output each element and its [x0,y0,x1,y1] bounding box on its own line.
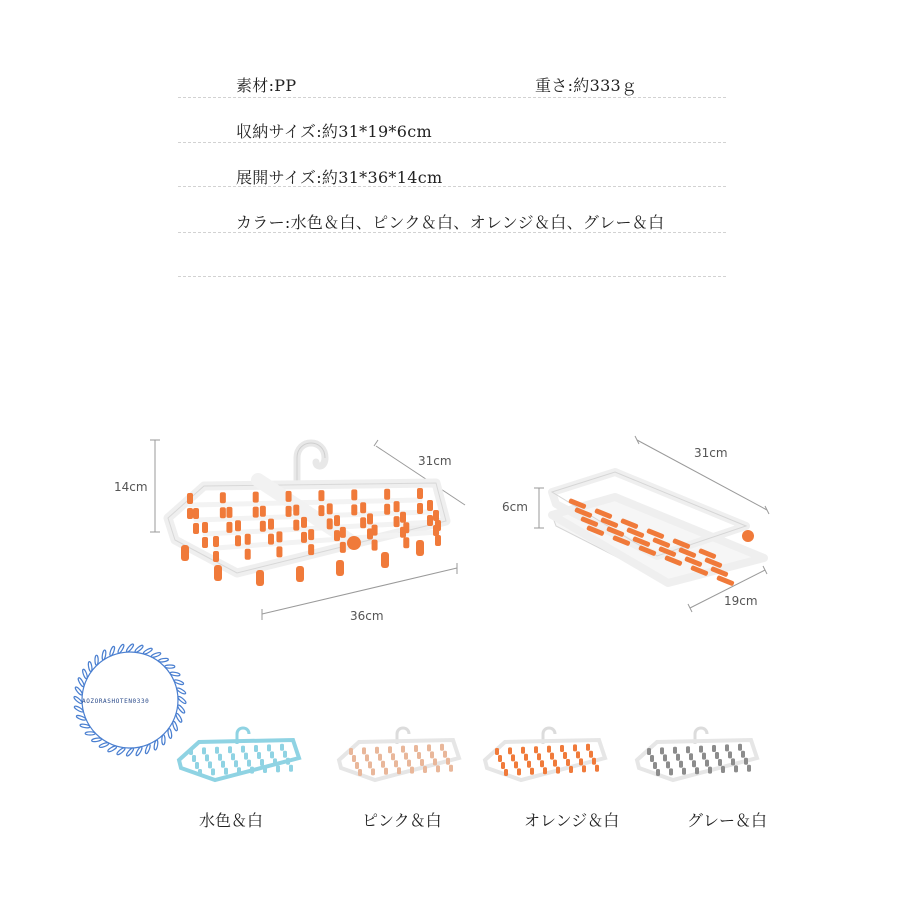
clothespin-peg [378,754,382,761]
clothespin-peg [211,768,215,775]
clothespin-peg [270,751,274,758]
clothespin-peg [658,546,677,557]
clothespin-peg [253,492,259,503]
clothespin-peg [349,748,353,755]
clothespin-peg [514,761,518,768]
clothespin-peg [423,766,427,773]
clothespin-peg [708,767,712,774]
wreath-leaf [85,732,95,735]
divider [178,186,726,187]
clothespin-peg [420,759,424,766]
open-depth-label: 31cm [418,454,452,468]
clothespin-peg [563,752,567,759]
spec-expanded-size: 展開サイズ:約31*36*14cm [236,168,443,187]
clothespin-peg [301,532,307,543]
clothespin-peg [293,505,299,516]
clothespin-peg [226,507,232,518]
clothespin-peg [414,745,418,752]
clothespin-peg [582,765,586,772]
clothespin-peg [534,746,538,753]
clothespin-peg [698,548,717,559]
clothespin-peg [695,767,699,774]
clothespin-peg [734,765,738,772]
clothespin-peg [276,531,282,542]
folded-length-label: 31cm [694,446,728,460]
clothespin-peg [352,755,356,762]
clothespin-peg [547,746,551,753]
clothespin-peg [224,768,228,775]
clothespin-peg [440,744,444,751]
clothespin-peg [650,755,654,762]
clothespin-peg [193,523,199,534]
clothespin-peg [228,746,232,753]
clothespin-peg [368,761,372,768]
clothespin-peg [340,542,346,553]
hook [297,443,325,485]
clothespin-peg [372,540,378,551]
clothespin-peg [646,528,665,539]
clothespin-peg [569,766,573,773]
clothespin-peg [553,760,557,767]
shop-stamp: AOZORASHOTEN0330 [82,698,150,705]
clothespin-peg [308,544,314,555]
clothespin-peg [433,758,437,765]
clothespin-peg [245,549,251,560]
clothespin-peg [718,759,722,766]
clothespin-peg [721,766,725,773]
clothespin-peg [400,512,406,523]
clothespin-peg [656,769,660,776]
clothespin-peg [682,768,686,775]
clothespin-peg [669,768,673,775]
clothespin-peg [540,760,544,767]
folded-height-dimension-line [534,488,544,528]
wreath-leaf [95,655,98,665]
clothespin-peg [566,759,570,766]
clothespin-peg [308,529,314,540]
clothespin-peg [375,747,379,754]
clothespin-peg [672,538,691,549]
clothespin-peg [220,507,226,518]
clothespin-peg [234,760,238,767]
clothespin-peg [181,545,189,561]
clothespin-peg [202,522,208,533]
spec-material: 素材:PP [236,76,297,95]
clothespin-peg [527,761,531,768]
clothespin-peg [595,765,599,772]
folded-height-label: 6cm [502,500,528,514]
clothespin-peg [257,752,261,759]
clothespin-peg [388,746,392,753]
clothespin-peg [260,759,264,766]
folded-frame-bottom [552,497,764,583]
clothespin-peg [237,767,241,774]
clothespin-peg [517,768,521,775]
clothespin-peg [741,751,745,758]
clothespin-peg [433,525,439,536]
clothespin-peg [235,535,241,546]
clothespin-peg [410,767,414,774]
spec-weight: 重さ:約333ｇ [535,76,638,95]
clothespin-peg [446,758,450,765]
clothespin-peg [653,762,657,769]
clothespin-peg [543,767,547,774]
clothespin-peg [403,522,409,533]
clothespin-peg [401,746,405,753]
wreath-leaf [167,728,172,738]
clothespin-peg [626,527,645,538]
clothespin-peg [334,515,340,526]
clothespin-peg [334,530,340,541]
clothespin-peg [738,744,742,751]
clothespin-peg [435,535,441,546]
clothespin-peg [253,507,259,518]
clothespin-peg [241,746,245,753]
clothespin-peg [632,536,651,547]
clothespin-peg [336,560,344,576]
divider [178,97,726,98]
clothespin-peg [250,767,254,774]
open-height-dimension-line [150,440,160,532]
clothespin-peg [692,760,696,767]
variant-thumbnail [481,724,611,784]
clothespin-peg [397,767,401,774]
clothespin-peg [705,760,709,767]
wreath-leaf [162,735,165,745]
clothespin-peg [560,745,564,752]
clothespin-peg [318,505,324,516]
clothespin-peg [273,758,277,765]
clothespin-peg [638,545,657,556]
clothespin-peg [318,490,324,501]
open-frame [168,483,446,573]
clothespin-peg [235,520,241,531]
clothespin-peg [417,503,423,514]
clothespin-peg [501,762,505,769]
clothespin-peg [360,517,366,528]
clothespin-peg [521,747,525,754]
clothespin-peg [400,527,406,538]
clothespin-peg [367,528,373,539]
clothespin-peg [286,506,292,517]
divider [178,276,726,277]
open-width-label: 36cm [350,609,384,623]
clothespin-peg [427,515,433,526]
clothespin-peg [198,769,202,776]
open-pegs [181,488,441,586]
clothespin-peg [430,751,434,758]
clothespin-peg [381,552,389,568]
clothespin-peg [710,566,729,577]
clothespin-peg [579,758,583,765]
clothespin-peg [286,491,292,502]
clothespin-peg [293,520,299,531]
clothespin-peg [495,748,499,755]
clothespin-peg [679,761,683,768]
clothespin-peg [268,534,274,545]
wreath-leaf [74,686,83,696]
clothespin-peg [712,745,716,752]
wreath-leaf [107,745,117,753]
clothespin-peg [187,508,193,519]
clothespin-peg [187,493,193,504]
clothespin-peg [589,751,593,758]
clothespin-peg [592,758,596,765]
clothespin-peg [267,744,271,751]
clothespin-peg [327,518,333,529]
clothespin-peg [550,753,554,760]
clothespin-peg [673,747,677,754]
divider [178,142,726,143]
wreath-leaf [116,747,126,756]
clothespin-peg [276,546,282,557]
wreath-leaf [91,737,101,742]
wreath-leaf [175,713,183,723]
clothespin-peg [384,489,390,500]
clothespin-peg [530,768,534,775]
center-bar [258,480,352,542]
clothespin-peg [504,769,508,776]
variant-label: グレー＆白 [687,811,768,830]
variant-thumbnail [175,724,305,784]
clothespin-peg [417,488,423,499]
clothespin-peg [372,525,378,536]
clothespin-peg [728,751,732,758]
clothespin-peg [666,761,670,768]
clothespin-peg [702,753,706,760]
clothespin-peg [218,754,222,761]
open-height-label: 14cm [114,480,148,494]
clothespin-peg [576,751,580,758]
clothespin-peg [231,753,235,760]
clothespin-peg [731,758,735,765]
clothespin-peg [443,751,447,758]
clothespin-peg [600,517,619,528]
clothespin-peg [660,747,664,754]
clothespin-peg [215,747,219,754]
clothespin-peg [365,754,369,761]
clothespin-peg [684,556,703,567]
clothespin-peg [568,498,587,509]
clothespin-peg [744,758,748,765]
clothespin-peg [556,767,560,774]
clothespin-peg [391,753,395,760]
clothespin-peg [689,753,693,760]
clothespin-peg [690,565,709,576]
clothespin-peg [725,744,729,751]
clothespin-peg [647,748,651,755]
clothespin-peg [213,536,219,547]
clothespin-peg [296,566,304,582]
wreath-leaf [158,658,168,663]
clothespin-peg [256,570,264,586]
clothespin-peg [394,501,400,512]
wreath-leaf [82,669,88,679]
variant-thumbnail [633,724,763,784]
clothespin-peg [358,769,362,776]
clothespin-peg [244,753,248,760]
clothespin-peg [260,506,266,517]
wreath-leaf [99,742,109,748]
clothespin-peg [678,547,697,558]
clothespin-peg [586,525,605,536]
clothespin-peg [283,751,287,758]
clothespin-peg [417,752,421,759]
clothespin-peg [394,760,398,767]
clothespin-peg [498,755,502,762]
clothespin-peg [327,503,333,514]
clothespin-peg [686,746,690,753]
clothespin-peg [433,510,439,521]
clothespin-peg [195,762,199,769]
folded-frame-top [552,472,746,556]
clothespin-peg [192,755,196,762]
folded-depth-label: 19cm [724,594,758,608]
clothespin-peg [747,765,751,772]
clothespin-peg [289,765,293,772]
clothespin-peg [676,754,680,761]
clothespin-peg [664,555,683,566]
clothespin-peg [384,504,390,515]
clothespin-peg [704,557,723,568]
clothespin-peg [351,504,357,515]
clothespin-peg [427,744,431,751]
clothespin-peg [214,565,222,581]
clothespin-peg [260,521,266,532]
clothespin-peg [245,534,251,545]
clothespin-peg [263,766,267,773]
wreath-leaf [77,677,85,687]
variant-label: オレンジ＆白 [524,811,620,830]
clothespin-peg [384,768,388,775]
clothespin-peg [221,761,225,768]
clothespin-peg [416,540,424,556]
spec-storage-size: 収納サイズ:約31*19*6cm [236,122,432,141]
spec-colors: カラー:水色＆白、ピンク＆白、オレンジ＆白、グレー＆白 [236,213,665,232]
clothespin-peg [286,758,290,765]
clothespin-peg [403,537,409,548]
wreath-leaf [88,661,93,671]
open-depth-dimension-line [374,440,465,505]
clothespin-peg [276,765,280,772]
clothespin-peg [340,527,346,538]
clothespin-peg [652,537,671,548]
wreath-leaf [165,665,175,668]
clothespin-peg [355,762,359,769]
wreath-leaf [177,704,186,714]
clothespin-peg [394,516,400,527]
clothespin-peg [213,551,219,562]
clothespin-peg [371,768,375,775]
clothespin-peg [511,754,515,761]
clothespin-peg [193,508,199,519]
clothespin-peg [208,761,212,768]
clothespin-peg [612,535,631,546]
clothespin-peg [280,744,284,751]
clothespin-peg [268,519,274,530]
clothespin-peg [435,520,441,531]
clothespin-peg [574,507,593,518]
clothespin-peg [524,754,528,761]
divider [178,232,726,233]
wreath-leaf [151,652,161,658]
clothespin-peg [404,753,408,760]
clothespin-peg [620,518,639,529]
clothespin-peg [715,752,719,759]
clothespin-peg [360,502,366,513]
clothespin-peg [301,517,307,528]
clothespin-peg [580,516,599,527]
clothespin-peg [367,513,373,524]
folded-pegs [568,498,735,586]
clothespin-peg [202,747,206,754]
variant-label: 水色＆白 [199,811,264,830]
variant-thumbnail [335,724,465,784]
wreath-leaf [134,644,144,653]
clothespin-peg [427,500,433,511]
clothespin-peg [716,575,735,586]
clothespin-peg [189,748,193,755]
clothespin-peg [351,489,357,500]
clothespin-peg [573,744,577,751]
variant-label: ピンク＆白 [362,811,442,830]
clothespin-peg [205,754,209,761]
clothespin-peg [606,526,625,537]
clothespin-peg [407,760,411,767]
clothespin-peg [202,537,208,548]
clothespin-peg [247,760,251,767]
clothespin-peg [699,746,703,753]
clothespin-peg [362,747,366,754]
clothespin-peg [381,761,385,768]
clothespin-peg [226,522,232,533]
clothespin-peg [254,745,258,752]
clothespin-peg [537,753,541,760]
clothespin-peg [220,492,226,503]
clothespin-peg [663,754,667,761]
clothespin-peg [594,508,613,519]
clothespin-peg [508,747,512,754]
wreath-leaf [143,647,153,655]
clothespin-peg [436,765,440,772]
clothespin-peg [586,744,590,751]
clothespin-peg [449,765,453,772]
